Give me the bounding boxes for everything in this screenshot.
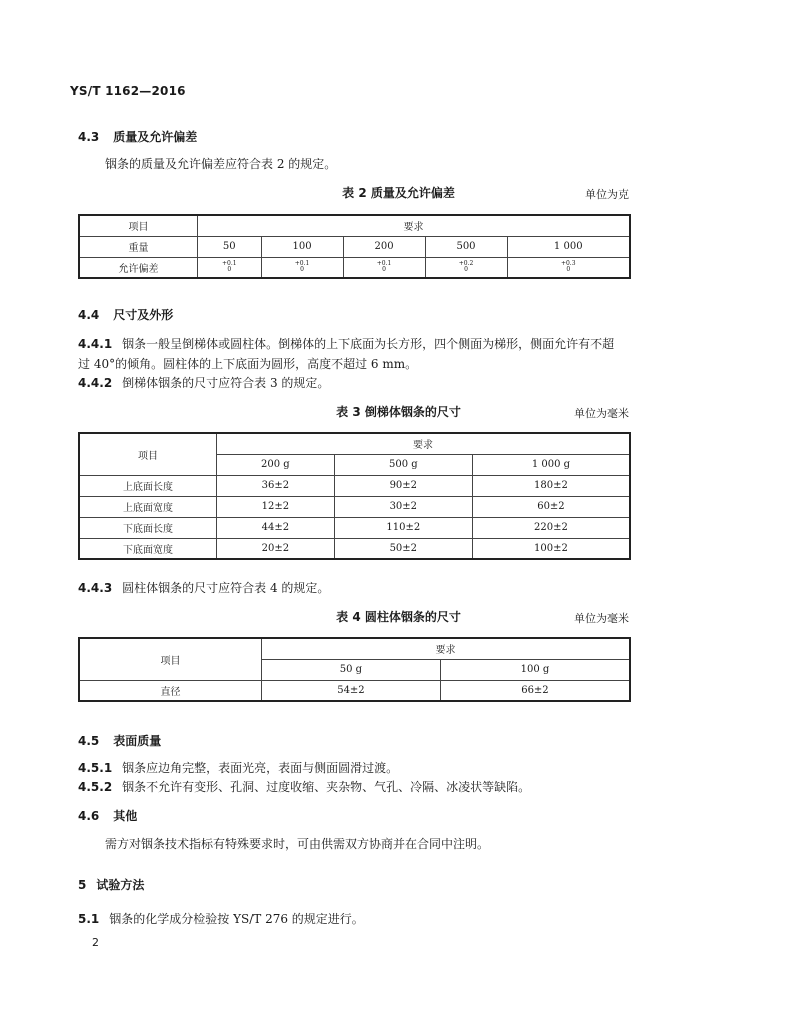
table-3-unit: 单位为毫米	[574, 407, 629, 420]
table-cell: 500	[425, 236, 507, 257]
table-row	[79, 475, 630, 496]
para-4-4-2	[78, 374, 329, 391]
table-row-label: 下底面宽度	[79, 538, 217, 559]
table-cell: 54±2	[262, 680, 441, 701]
para-text: 铟条一般呈倒梯体或圆柱体。倒梯体的上下底面为长方形，四个侧面为梯形，侧面允许有不超	[122, 337, 615, 351]
section-4-3-heading	[78, 128, 197, 145]
section-4-3-text: 铟条的质量及允许偏差应符合表 2 的规定。	[105, 157, 337, 171]
section-number: 4.5	[78, 734, 100, 748]
para-5-1	[78, 910, 364, 927]
table-cell: 20±2	[217, 538, 335, 559]
table-2-title: 表 2 质量及允许偏差	[342, 186, 455, 200]
table-row-label: 上底面宽度	[79, 496, 217, 517]
clause-number: 4.5.2	[78, 780, 113, 794]
table-cell: 50±2	[334, 538, 472, 559]
table-2-unit: 单位为克	[585, 188, 629, 201]
para-4-4-1-line2: 过 40°的倾角。圆柱体的上下底面为圆形，高度不超过 6 mm。	[78, 357, 418, 371]
table-2	[78, 214, 631, 279]
para-text: 铟条的化学成分检验按 YS/T 276 的规定进行。	[109, 912, 364, 926]
table-cell: 60±2	[472, 496, 630, 517]
table-row	[79, 496, 630, 517]
para-text: 铟条应边角完整，表面光亮，表面与侧面圆滑过渡。	[122, 761, 399, 775]
table-row	[79, 257, 630, 278]
table-cell: 66±2	[440, 680, 630, 701]
clause-number: 4.5.1	[78, 761, 113, 775]
clause-number: 5.1	[78, 912, 100, 926]
table-2-header-requirement: 要求	[198, 215, 631, 236]
table-cell: 50	[198, 236, 262, 257]
table-row	[79, 680, 630, 701]
table-2-row-label: 允许偏差	[79, 257, 198, 278]
section-5-heading	[78, 876, 144, 893]
section-number: 4.6	[78, 809, 100, 823]
table-cell: 100±2	[472, 538, 630, 559]
table-cell: 90±2	[334, 475, 472, 496]
section-4-6-text: 需方对铟条技术指标有特殊要求时，可由供需双方协商并在合同中注明。	[105, 837, 490, 851]
table-3-header-requirement: 要求	[217, 433, 631, 454]
para-4-5-1	[78, 759, 398, 776]
para-text: 圆柱体铟条的尺寸应符合表 4 的规定。	[122, 581, 330, 595]
section-number: 4.4	[78, 308, 100, 322]
table-2-row-label: 重量	[79, 236, 198, 257]
table-cell: 110±2	[334, 517, 472, 538]
table-3-col-header: 1 000 g	[472, 454, 630, 475]
section-title: 质量及允许偏差	[113, 130, 198, 144]
table-4-header-requirement: 要求	[262, 638, 631, 659]
table-3-title: 表 3 倒梯体铟条的尺寸	[336, 405, 461, 419]
table-4-col-header: 50 g	[262, 659, 441, 680]
document-code: YS/T 1162—2016	[70, 84, 186, 98]
table-2-header-item: 项目	[79, 215, 198, 236]
tolerance-value: +0.3 0	[560, 260, 576, 274]
table-4-unit: 单位为毫米	[574, 612, 629, 625]
table-cell: 36±2	[217, 475, 335, 496]
table-4-header-item: 项目	[79, 638, 262, 680]
table-cell: 30±2	[334, 496, 472, 517]
section-number: 4.3	[78, 130, 100, 144]
table-cell: 1 000	[507, 236, 630, 257]
table-cell: 12±2	[217, 496, 335, 517]
para-text: 倒梯体铟条的尺寸应符合表 3 的规定。	[122, 376, 330, 390]
para-4-5-2	[78, 778, 530, 795]
para-4-4-3	[78, 579, 329, 596]
table-cell: 100	[261, 236, 343, 257]
table-row-label: 直径	[79, 680, 262, 701]
clause-number: 4.4.3	[78, 581, 113, 595]
tolerance-value: +0.2 0	[458, 260, 474, 274]
table-4-title: 表 4 圆柱体铟条的尺寸	[336, 610, 461, 624]
para-text: 铟条不允许有变形、孔洞、过度收缩、夹杂物、气孔、冷隔、冰凌状等缺陷。	[122, 780, 531, 794]
clause-number: 4.4.2	[78, 376, 113, 390]
section-4-4-heading	[78, 306, 173, 323]
section-title: 表面质量	[113, 734, 162, 748]
table-row	[79, 538, 630, 559]
table-row-label: 下底面长度	[79, 517, 217, 538]
table-4-col-header: 100 g	[440, 659, 630, 680]
table-cell: 200	[343, 236, 425, 257]
page-number: 2	[92, 936, 99, 949]
section-title: 其他	[113, 809, 138, 823]
table-cell: 44±2	[217, 517, 335, 538]
section-title: 试验方法	[96, 878, 145, 892]
tolerance-value: +0.1 0	[376, 260, 392, 274]
table-cell: 180±2	[472, 475, 630, 496]
section-number: 5	[78, 878, 87, 892]
table-cell: 220±2	[472, 517, 630, 538]
section-title: 尺寸及外形	[113, 308, 174, 322]
table-row	[79, 517, 630, 538]
section-4-6-heading	[78, 807, 137, 824]
table-3-col-header: 500 g	[334, 454, 472, 475]
table-4	[78, 637, 631, 702]
table-row-label: 上底面长度	[79, 475, 217, 496]
table-3	[78, 432, 631, 560]
tolerance-value: +0.1 0	[221, 260, 237, 274]
table-3-col-header: 200 g	[217, 454, 335, 475]
para-4-4-1	[78, 335, 614, 352]
section-4-5-heading	[78, 732, 161, 749]
clause-number: 4.4.1	[78, 337, 113, 351]
tolerance-value: +0.1 0	[294, 260, 310, 274]
table-row	[79, 236, 630, 257]
table-3-header-item: 项目	[79, 433, 217, 475]
